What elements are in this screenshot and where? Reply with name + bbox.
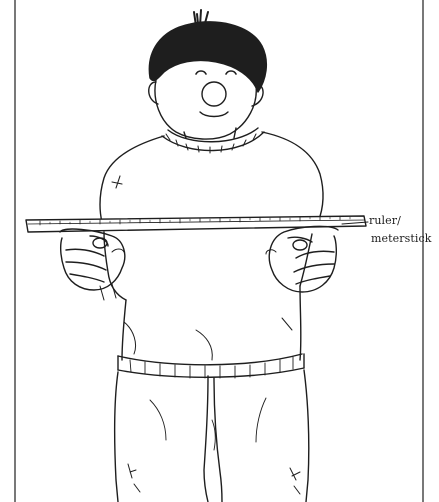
- face: [149, 71, 263, 139]
- right-hand: [266, 226, 338, 292]
- pants: [115, 370, 309, 502]
- ruler-label-line1: ruler/: [369, 214, 401, 227]
- sweater: [100, 128, 323, 378]
- ruler-label: [369, 212, 435, 248]
- ruler-label-line2: meterstick: [371, 232, 432, 245]
- hair: [149, 10, 266, 92]
- left-hand: [60, 229, 125, 300]
